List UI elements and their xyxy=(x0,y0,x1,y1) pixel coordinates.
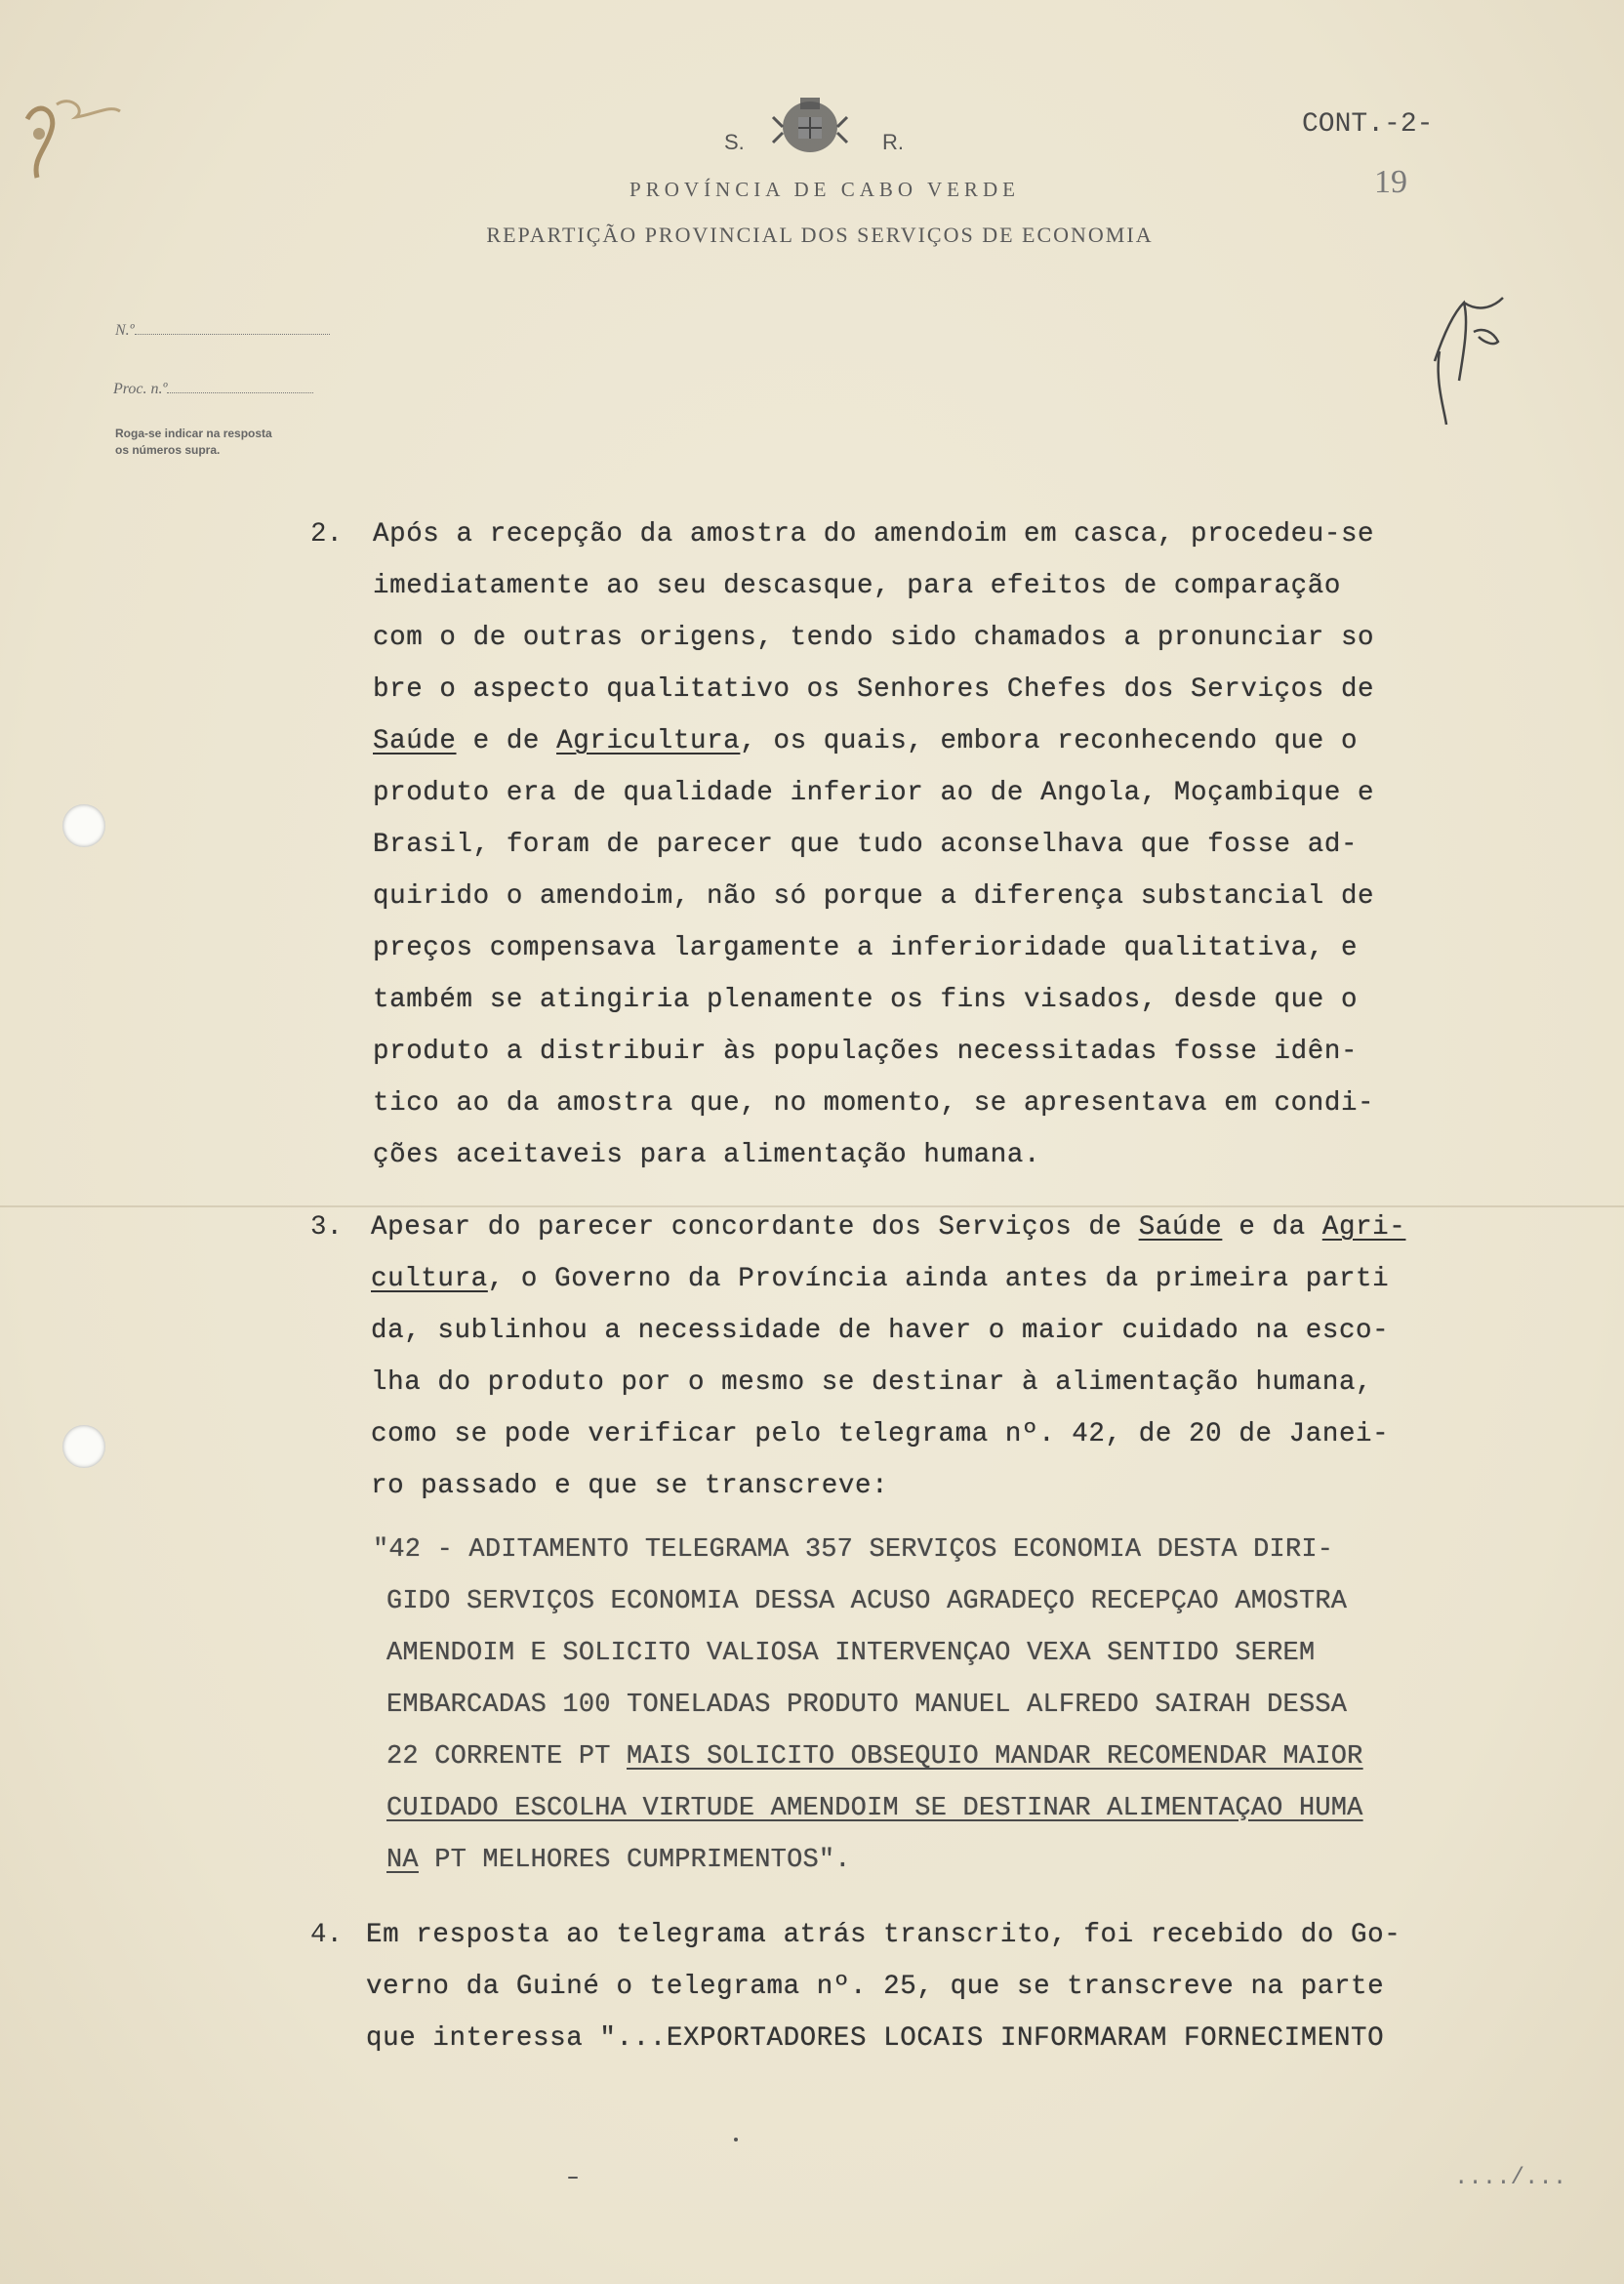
page-number: 19 xyxy=(1374,164,1407,200)
paragraph-line: produto a distribuir às populações necessitadas fosse idên- xyxy=(373,1037,1359,1067)
telegram-line xyxy=(386,1846,851,1875)
paragraph-line: Em resposta ao telegrama atrás transcrito, foi recebido do Go- xyxy=(366,1920,1401,1950)
paragraph-line: verno da Guiné o telegrama nº. 25, que se transcreve na parte xyxy=(366,1972,1385,2002)
paragraph-line xyxy=(373,726,1358,756)
telegram-line xyxy=(386,1742,1363,1772)
staple-rust-stain xyxy=(18,90,144,197)
telegram-line: CUIDADO ESCOLHA VIRTUDE AMENDOIM SE DESTINAR ALIMENTAÇAO HUMA xyxy=(386,1794,1363,1823)
underlined-term: Agri- xyxy=(1321,1212,1406,1243)
header-r-label: R. xyxy=(882,130,904,154)
paragraph-line: Brasil, foram de parecer que tudo aconselhava que fosse ad- xyxy=(373,830,1359,860)
paragraph-line: ções aceitaveis para alimentação humana. xyxy=(373,1140,1041,1170)
text-fragment: Apesar do parecer concordante dos Serviços de xyxy=(371,1212,1139,1243)
paragraph-line: quirido o amendoim, não só porque a diferença substancial de xyxy=(373,881,1375,912)
underlined-phrase: MAIS SOLICITO OBSEQUIO MANDAR RECOMENDAR MAIOR xyxy=(627,1742,1363,1772)
paragraph-number: 4. xyxy=(310,1920,344,1950)
ink-speck xyxy=(734,2138,738,2141)
telegram-line: AMENDOIM E SOLICITO VALIOSA INTERVENÇAO VEXA SENTIDO SEREM xyxy=(386,1639,1316,1668)
underlined-term: Saúde xyxy=(1138,1212,1223,1243)
underlined-term: cultura xyxy=(371,1264,488,1294)
text-fragment: , os quais, embora reconhecendo que o xyxy=(740,726,1359,756)
paragraph-line: também se atingiria plenamente os fins visados, desde que o xyxy=(373,985,1359,1015)
paragraph-line: ro passado e que se transcreve: xyxy=(371,1471,889,1501)
number-label: N.º xyxy=(115,322,135,339)
note-line: os números supra. xyxy=(115,443,221,457)
underlined-term: Agricultura xyxy=(556,726,741,756)
process-number-field xyxy=(113,381,313,398)
department-title: REPARTIÇÃO PROVINCIAL DOS SERVIÇOS DE ECONOMIA xyxy=(486,223,1154,247)
telegram-line: "42 - ADITAMENTO TELEGRAMA 357 SERVIÇOS ECONOMIA DESTA DIRI- xyxy=(373,1535,1334,1565)
province-title: PROVÍNCIA DE CABO VERDE xyxy=(629,178,1020,201)
proc-label: Proc. n.º xyxy=(113,381,168,397)
paragraph-line xyxy=(371,1212,1405,1243)
paragraph-line: lha do produto por o mesmo se destinar à alimentação humana, xyxy=(371,1367,1373,1398)
paragraph-line: com o de outras origens, tendo sido chamados a pronunciar so xyxy=(373,623,1375,653)
paragraph-line: preços compensava largamente a inferioridade qualitativa, e xyxy=(373,933,1359,963)
paragraph-line: como se pode verificar pelo telegrama nº. 42, de 20 de Janei- xyxy=(371,1419,1390,1449)
punch-hole xyxy=(62,804,105,847)
text-fragment: 22 CORRENTE PT xyxy=(386,1742,628,1772)
paragraph-line: Após a recepção da amostra do amendoim em casca, procedeu-se xyxy=(373,519,1375,550)
reference-number-field xyxy=(115,322,330,340)
paragraph-number: 3. xyxy=(310,1212,344,1243)
punch-hole xyxy=(62,1425,105,1468)
underlined-phrase: NA xyxy=(386,1846,419,1875)
coat-of-arms-icon xyxy=(771,90,849,163)
telegram-line: EMBARCADAS 100 TONELADAS PRODUTO MANUEL ALFREDO SAIRAH DESSA xyxy=(386,1691,1348,1720)
telegram-line: GIDO SERVIÇOS ECONOMIA DESSA ACUSO AGRADEÇO RECEPÇAO AMOSTRA xyxy=(386,1587,1348,1616)
underlined-term: Saúde xyxy=(373,726,457,756)
paragraph-line: imediatamente ao seu descasque, para efeitos de comparação xyxy=(373,571,1341,601)
header-s-label: S. xyxy=(724,130,745,154)
paragraph-line: da, sublinhou a necessidade de haver o maior cuidado na esco- xyxy=(371,1316,1390,1346)
note-line: Roga-se indicar na resposta xyxy=(115,427,272,440)
paragraph-number: 2. xyxy=(310,519,344,550)
handwritten-initials xyxy=(1425,293,1513,429)
continuation-footer: ..../... xyxy=(1454,2165,1567,2191)
paragraph-line: tico ao da amostra que, no momento, se apresentava em condi- xyxy=(373,1088,1375,1119)
paragraph-line: produto era de qualidade inferior ao de Angola, Moçambique e xyxy=(373,778,1375,808)
paragraph-line xyxy=(371,1264,1389,1294)
text-fragment: e de xyxy=(456,726,557,756)
fold-crease xyxy=(0,1205,1624,1207)
text-fragment: PT MELHORES CUMPRIMENTOS". xyxy=(418,1846,851,1875)
continuation-marker: CONT.-2- xyxy=(1302,109,1434,140)
paragraph-line: bre o aspecto qualitativo os Senhores Chefes dos Serviços de xyxy=(373,674,1375,705)
text-fragment: , o Governo da Província ainda antes da primeira parti xyxy=(487,1264,1390,1294)
ink-speck xyxy=(568,2177,578,2179)
reference-note xyxy=(115,426,272,459)
text-fragment: e da xyxy=(1222,1212,1322,1243)
paragraph-line: que interessa "...EXPORTADORES LOCAIS INFORMARAM FORNECIMENTO xyxy=(366,2023,1385,2054)
